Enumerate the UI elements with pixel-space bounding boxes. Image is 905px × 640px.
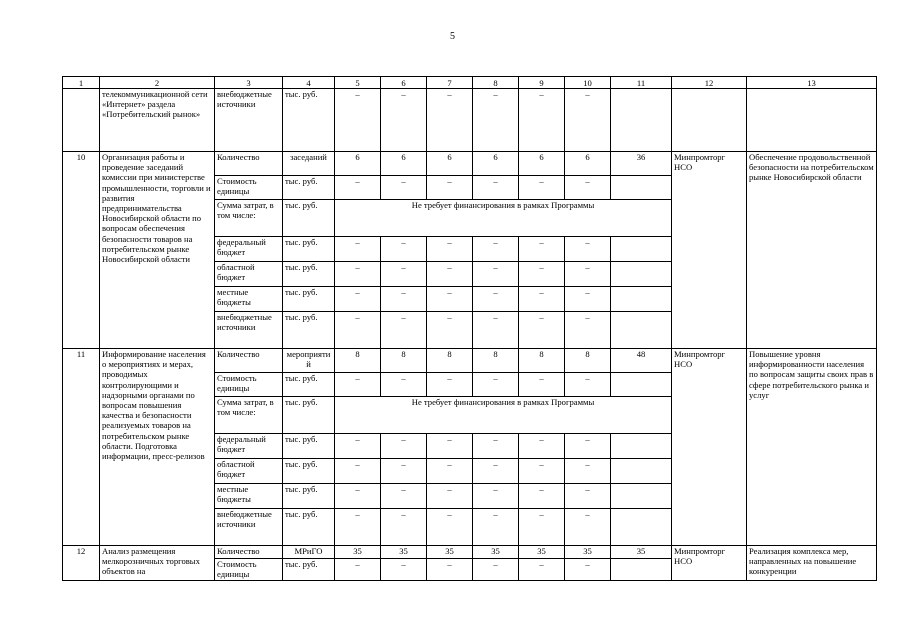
value-cell: – [335, 89, 381, 152]
indicator-label: местные бюджеты [215, 287, 283, 312]
value-cell: – [519, 559, 565, 581]
value-cell: – [519, 237, 565, 262]
activity-row [63, 546, 877, 559]
unit-cell: тыс. руб. [283, 262, 335, 287]
quantity-value: 6 [427, 152, 473, 176]
column-number: 1 [63, 77, 100, 89]
quantity-value: 35 [519, 546, 565, 559]
unit-cell: тыс. руб. [283, 509, 335, 546]
column-number: 6 [381, 77, 427, 89]
no-financing-note: Не требует финансирования в рамках Программы [335, 200, 672, 237]
row-number-cell [63, 89, 100, 152]
value-cell: – [473, 312, 519, 349]
unit-cell: тыс. руб. [283, 459, 335, 484]
value-cell: – [473, 373, 519, 397]
indicator-label: Сумма затрат, в том числе: [215, 397, 283, 434]
column-number: 2 [100, 77, 215, 89]
value-cell: – [519, 176, 565, 200]
value-cell: – [473, 484, 519, 509]
value-cell: – [335, 373, 381, 397]
page-number: 5 [450, 31, 455, 42]
value-cell: – [335, 509, 381, 546]
quantity-total: 35 [611, 546, 672, 559]
activity-name: телекоммуникационной сети «Интернет» раздела «Потребительский рынок» [100, 89, 215, 152]
value-cell: – [565, 559, 611, 581]
total-cell [611, 459, 672, 484]
program-activities-table [62, 76, 877, 581]
column-number: 12 [672, 77, 747, 89]
quantity-value: 6 [519, 152, 565, 176]
value-cell: – [381, 237, 427, 262]
activity-name: Анализ размещения мелкорозничных торговых объектов на [100, 546, 215, 581]
total-cell [611, 287, 672, 312]
unit-cell: тыс. руб. [283, 373, 335, 397]
value-cell: – [427, 373, 473, 397]
value-cell: – [427, 237, 473, 262]
value-cell: – [335, 484, 381, 509]
quantity-value: 8 [427, 349, 473, 373]
value-cell: – [427, 262, 473, 287]
value-cell: – [565, 176, 611, 200]
column-number: 7 [427, 77, 473, 89]
value-cell: – [565, 434, 611, 459]
value-cell: – [381, 312, 427, 349]
value-cell: – [381, 176, 427, 200]
executor-cell: Минпромторг НСО [672, 152, 747, 349]
unit-cell: тыс. руб. [283, 176, 335, 200]
value-cell: – [473, 434, 519, 459]
quantity-value: 35 [473, 546, 519, 559]
quantity-value: 6 [335, 152, 381, 176]
value-cell: – [335, 287, 381, 312]
quantity-value: 8 [473, 349, 519, 373]
total-cell [611, 434, 672, 459]
value-cell: – [565, 459, 611, 484]
column-number: 4 [283, 77, 335, 89]
value-cell: – [427, 89, 473, 152]
result-cell [747, 89, 877, 152]
unit-cell: тыс. руб. [283, 559, 335, 581]
value-cell: – [427, 509, 473, 546]
value-cell: – [335, 262, 381, 287]
value-cell: – [519, 312, 565, 349]
unit-cell: тыс. руб. [283, 434, 335, 459]
quantity-value: 8 [381, 349, 427, 373]
value-cell: – [565, 89, 611, 152]
value-cell: – [381, 434, 427, 459]
column-number: 11 [611, 77, 672, 89]
unit-cell: тыс. руб. [283, 89, 335, 152]
value-cell: – [565, 509, 611, 546]
value-cell: – [335, 459, 381, 484]
total-cell [611, 509, 672, 546]
unit-cell: тыс. руб. [283, 237, 335, 262]
value-cell: – [335, 237, 381, 262]
total-cell [611, 559, 672, 581]
quantity-total: 48 [611, 349, 672, 373]
column-number: 9 [519, 77, 565, 89]
column-number: 3 [215, 77, 283, 89]
indicator-label: внебюджетные источники [215, 509, 283, 546]
value-cell: – [565, 373, 611, 397]
quantity-value: 35 [381, 546, 427, 559]
value-cell: – [519, 287, 565, 312]
value-cell: – [335, 559, 381, 581]
column-number: 5 [335, 77, 381, 89]
column-number: 13 [747, 77, 877, 89]
value-cell: – [427, 559, 473, 581]
value-cell: – [381, 459, 427, 484]
quantity-value: 35 [335, 546, 381, 559]
value-cell: – [335, 434, 381, 459]
quantity-value: 8 [565, 349, 611, 373]
value-cell: – [519, 262, 565, 287]
total-cell [611, 262, 672, 287]
executor-cell: Минпромторг НСО [672, 546, 747, 581]
indicator-label: Количество [215, 546, 283, 559]
indicator-label: областной бюджет [215, 262, 283, 287]
column-number: 8 [473, 77, 519, 89]
value-cell: – [519, 509, 565, 546]
unit-cell: мероприятий [283, 349, 335, 373]
value-cell: – [427, 176, 473, 200]
value-cell: – [427, 287, 473, 312]
executor-cell: Минпромторг НСО [672, 349, 747, 546]
indicator-label: областной бюджет [215, 459, 283, 484]
value-cell: – [473, 287, 519, 312]
value-cell: – [381, 509, 427, 546]
indicator-label: Стоимость единицы [215, 373, 283, 397]
activity-row [63, 349, 877, 373]
row-number: 12 [63, 546, 100, 581]
quantity-value: 8 [519, 349, 565, 373]
total-cell [611, 176, 672, 200]
value-cell: – [473, 459, 519, 484]
indicator-label: внебюджетные источники [215, 312, 283, 349]
total-cell [611, 312, 672, 349]
value-cell: – [381, 484, 427, 509]
total-cell [611, 373, 672, 397]
quantity-value: 35 [427, 546, 473, 559]
indicator-label: Количество [215, 152, 283, 176]
quantity-total: 36 [611, 152, 672, 176]
value-cell: – [565, 237, 611, 262]
total-cell [611, 237, 672, 262]
quantity-value: 35 [565, 546, 611, 559]
value-cell: – [473, 176, 519, 200]
indicator-label: местные бюджеты [215, 484, 283, 509]
unit-cell: тыс. руб. [283, 200, 335, 237]
value-cell: – [335, 312, 381, 349]
value-cell: – [427, 312, 473, 349]
value-cell: – [427, 434, 473, 459]
result-cell: Реализация комплекса мер, направленных на повышение конкуренции [747, 546, 877, 581]
indicator-label: Стоимость единицы [215, 176, 283, 200]
quantity-value: 8 [335, 349, 381, 373]
value-cell: – [519, 459, 565, 484]
value-cell: – [519, 434, 565, 459]
unit-cell: тыс. руб. [283, 312, 335, 349]
indicator-label: Количество [215, 349, 283, 373]
value-cell: – [473, 89, 519, 152]
value-cell: – [565, 262, 611, 287]
executor-cell [672, 89, 747, 152]
value-cell: – [565, 312, 611, 349]
value-cell: – [427, 484, 473, 509]
unit-cell: МРиГО [283, 546, 335, 559]
unit-cell: тыс. руб. [283, 287, 335, 312]
value-cell: – [473, 262, 519, 287]
value-cell: – [381, 89, 427, 152]
result-cell: Обеспечение продовольственной безопасности на потребительском рынке Новосибирской области [747, 152, 877, 349]
quantity-value: 6 [381, 152, 427, 176]
indicator-label: федеральный бюджет [215, 434, 283, 459]
indicator-label: Стоимость единицы [215, 559, 283, 581]
unit-cell: тыс. руб. [283, 484, 335, 509]
no-financing-note: Не требует финансирования в рамках Программы [335, 397, 672, 434]
column-number-row [63, 77, 877, 89]
value-cell: – [381, 287, 427, 312]
quantity-value: 6 [473, 152, 519, 176]
indicator-label: федеральный бюджет [215, 237, 283, 262]
value-cell: – [381, 559, 427, 581]
activity-name: Организация работы и проведение заседаний комиссии при министерстве промышленности, торговли и развития предпринимательства Новосибирской области по вопросам обеспечения безопасности товаров на потребительском рынке Новосибирской области [100, 152, 215, 349]
indicator-label: Сумма затрат, в том числе: [215, 200, 283, 237]
value-cell: – [381, 262, 427, 287]
total-cell [611, 89, 672, 152]
continued-row [63, 89, 877, 152]
column-number: 10 [565, 77, 611, 89]
value-cell: – [519, 373, 565, 397]
value-cell: – [519, 484, 565, 509]
value-cell: – [519, 89, 565, 152]
value-cell: – [565, 287, 611, 312]
result-cell: Повышение уровня информированности населения по вопросам защиты своих прав в сфере потребительского рынка и услуг [747, 349, 877, 546]
value-cell: – [565, 484, 611, 509]
quantity-value: 6 [565, 152, 611, 176]
value-cell: – [335, 176, 381, 200]
unit-cell: тыс. руб. [283, 397, 335, 434]
unit-cell: заседаний [283, 152, 335, 176]
indicator-label: внебюджетные источники [215, 89, 283, 152]
total-cell [611, 484, 672, 509]
activity-row [63, 152, 877, 176]
value-cell: – [473, 509, 519, 546]
row-number: 10 [63, 152, 100, 349]
row-number: 11 [63, 349, 100, 546]
activity-name: Информирование населения о мероприятиях и мерах, проводимых контролирующими и надзорными органами по вопросам повышения качества и безопасности реализуемых товаров на потребительском рынке области. Подготовка информации, пресс-релизов [100, 349, 215, 546]
value-cell: – [381, 373, 427, 397]
value-cell: – [473, 559, 519, 581]
value-cell: – [473, 237, 519, 262]
value-cell: – [427, 459, 473, 484]
